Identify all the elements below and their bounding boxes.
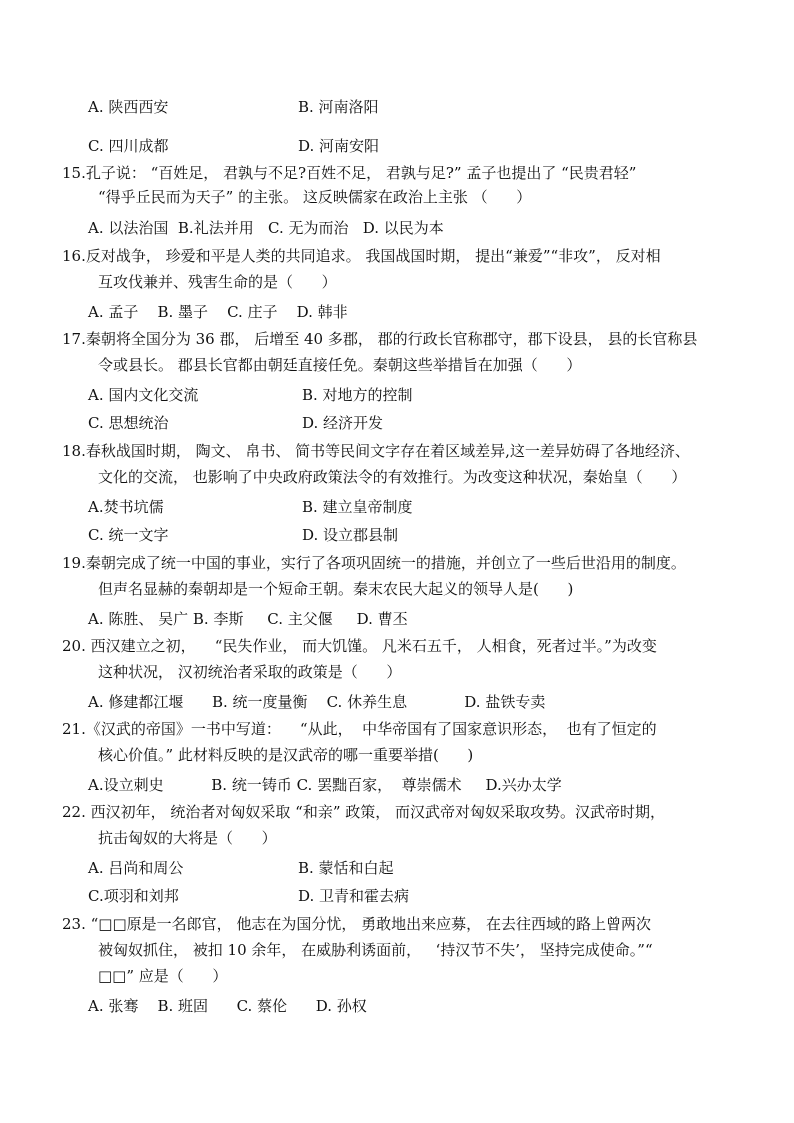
answer-option: D. 设立郡县制 [302,526,399,544]
answer-option: B. 蒙恬和白起 [298,859,394,877]
answer-option: C.项羽和刘邦 [88,887,179,905]
question-text: 15.孔子说： “百姓足， 君孰与不足?百姓不足， 君孰与足?” 孟子也提出了 “民贵君轻” [62,164,637,182]
answer-option: A. 吕尚和周公 [88,859,184,877]
question-continuation: 文化的交流， 也影响了中央政府政策法令的有效推行。为改变这种状况，秦始皇（ ） [98,468,687,486]
question-continuation: 抗击匈奴的大将是（ ） [98,829,277,847]
question-continuation: 核心价值。” 此材料反映的是汉武帝的哪一重要举措( ) [98,746,474,764]
question-continuation: “得乎丘民而为天子” 的主张。 这反映儒家在政治上主张 （ ） [98,188,532,206]
question-text: 19.秦朝完成了统一中国的事业，实行了各项巩固统一的措施，并创立了一些后世沿用的制度。 [62,554,686,572]
question-continuation: 令或县长。 郡县长官都由朝廷直接任免。秦朝这些举措旨在加强（ ） [98,356,582,374]
answer-option: A. 修建都江堰 B. 统一度量衡 C. 休养生息 D. 盐铁专卖 [88,693,546,711]
answer-option: D. 河南安阳 [298,137,380,155]
answer-option: A.焚书坑儒 [88,498,164,516]
answer-option: A. 孟子 B. 墨子 C. 庄子 D. 韩非 [88,303,348,321]
answer-option: D. 卫青和霍去病 [298,887,410,905]
question-continuation: □□” 应是（ ） [98,967,228,985]
question-continuation: 但声名显赫的秦朝却是一个短命王朝。秦末农民大起义的领导人是( ) [98,580,574,598]
answer-option: A. 国内文化交流 [88,386,199,404]
answer-option: A. 以法治国 B.礼法并用 C. 无为而治 D. 以民为本 [88,219,444,237]
answer-option: C. 统一文字 [88,526,169,544]
answer-option: A.设立刺史 B. 统一铸币 C. 罢黜百家， 尊崇儒术 D.兴办太学 [88,776,562,794]
question-text: 22. 西汉初年， 统治者对匈奴采取 “和亲” 政策， 而汉武帝对匈奴采取攻势。汉武帝时期， [62,803,666,821]
question-continuation: 这种状况， 汉初统治者采取的政策是（ ） [98,663,402,681]
question-text: 18.春秋战国时期， 陶文、 帛书、 简书等民间文字存在着区域差异,这一差异妨碍了各地经济、 [62,442,690,460]
answer-option: D. 经济开发 [302,414,384,432]
question-continuation: 互攻伐兼并、残害生命的是（ ） [98,273,337,291]
question-text: 21.《汉武的帝国》一书中写道： “从此， 中华帝国有了国家意识形态， 也有了恒定的 [62,720,657,738]
answer-option: C. 四川成都 [88,137,169,155]
answer-option: B. 对地方的控制 [302,386,413,404]
question-text: 23. “□□原是一名郎官， 他志在为国分忧， 勇敢地出来应募， 在去往西域的路上曾两次 [62,915,651,933]
question-text: 20. 西汉建立之初， “民失作业， 而大饥馑。 凡米石五千， 人相食，死者过半。”为改变 [62,637,657,655]
answer-option: A. 陕西西安 [88,98,169,116]
question-continuation: 被匈奴抓住， 被扣 10 余年， 在威胁利诱面前， ‘持汉节不失’， 坚持完成使命。”“ [98,941,653,959]
question-text: 17.秦朝将全国分为 36 郡， 后增至 40 多郡， 郡的行政长官称郡守，郡下设县， 县的长官称县 [62,330,698,348]
answer-option: B. 河南洛阳 [298,98,379,116]
question-text: 16.反对战争， 珍爱和平是人类的共同追求。 我国战国时期， 提出“兼爱”“非攻”， 反对相 [62,247,661,265]
answer-option: A. 陈胜、 吴广 B. 李斯 C. 主父偃 D. 曹丕 [88,610,408,628]
answer-option: B. 建立皇帝制度 [302,498,413,516]
answer-option: A. 张骞 B. 班固 C. 蔡伦 D. 孙权 [88,997,367,1015]
answer-option: C. 思想统治 [88,414,169,432]
